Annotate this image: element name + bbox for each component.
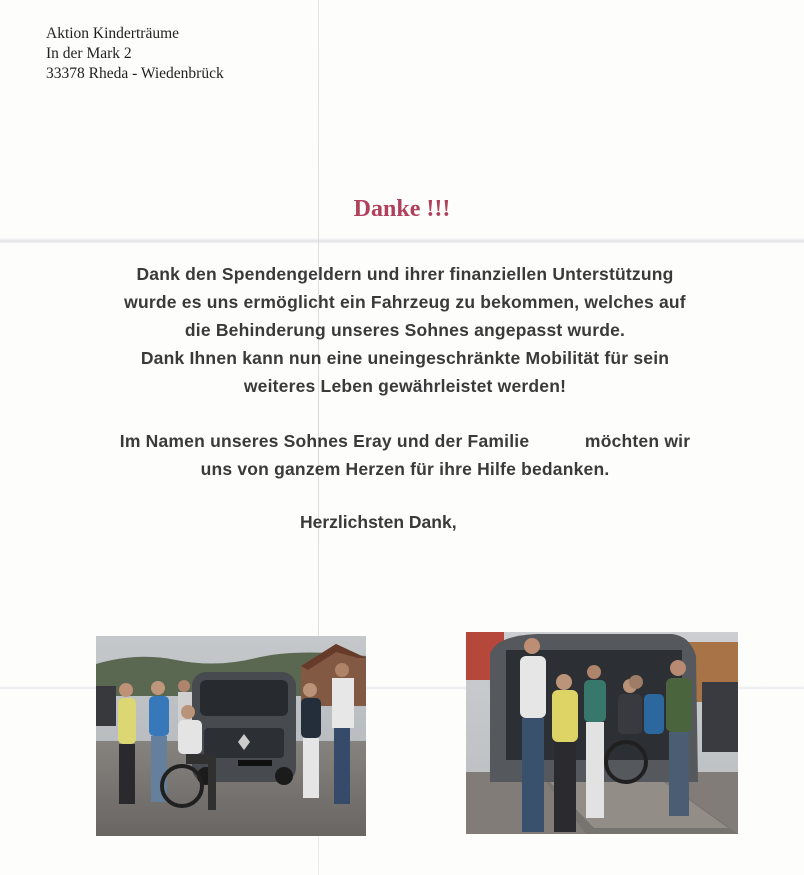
paper-fold-horizontal [0,238,804,244]
body-line: wurde es uns ermöglicht ein Fahrzeug zu bekommen, welches auf [124,292,686,312]
body-line: Im Namen unseres Sohnes Eray und der Familie möchten wir [119,431,691,451]
body-line: die Behinderung unseres Sohnes angepasst wurde. [184,320,626,340]
letter-body [20,260,790,483]
photo-family-with-van [96,636,366,836]
closing-line: Herzlichsten Dank, [300,512,457,532]
body-line: weiteres Leben gewährleistet werden! [243,376,567,396]
sender-name: Aktion Kinderträume [46,25,180,42]
letter-title: Danke !!! [353,196,451,222]
body-line: uns von ganzem Herzen für ihre Hilfe bedanken. [200,459,610,479]
body-line: Dank den Spendengeldern und ihrer finanziellen Unterstützung [136,264,674,284]
sender-city: 33378 Rheda - Wiedenbrück [46,65,224,82]
photo-family-with-ramp [466,632,738,834]
sender-street: In der Mark 2 [46,45,132,62]
sender-address [46,24,224,84]
body-line: Dank Ihnen kann nun eine uneingeschränkte Mobilität für sein [140,348,670,368]
paragraph-gap [20,400,790,427]
